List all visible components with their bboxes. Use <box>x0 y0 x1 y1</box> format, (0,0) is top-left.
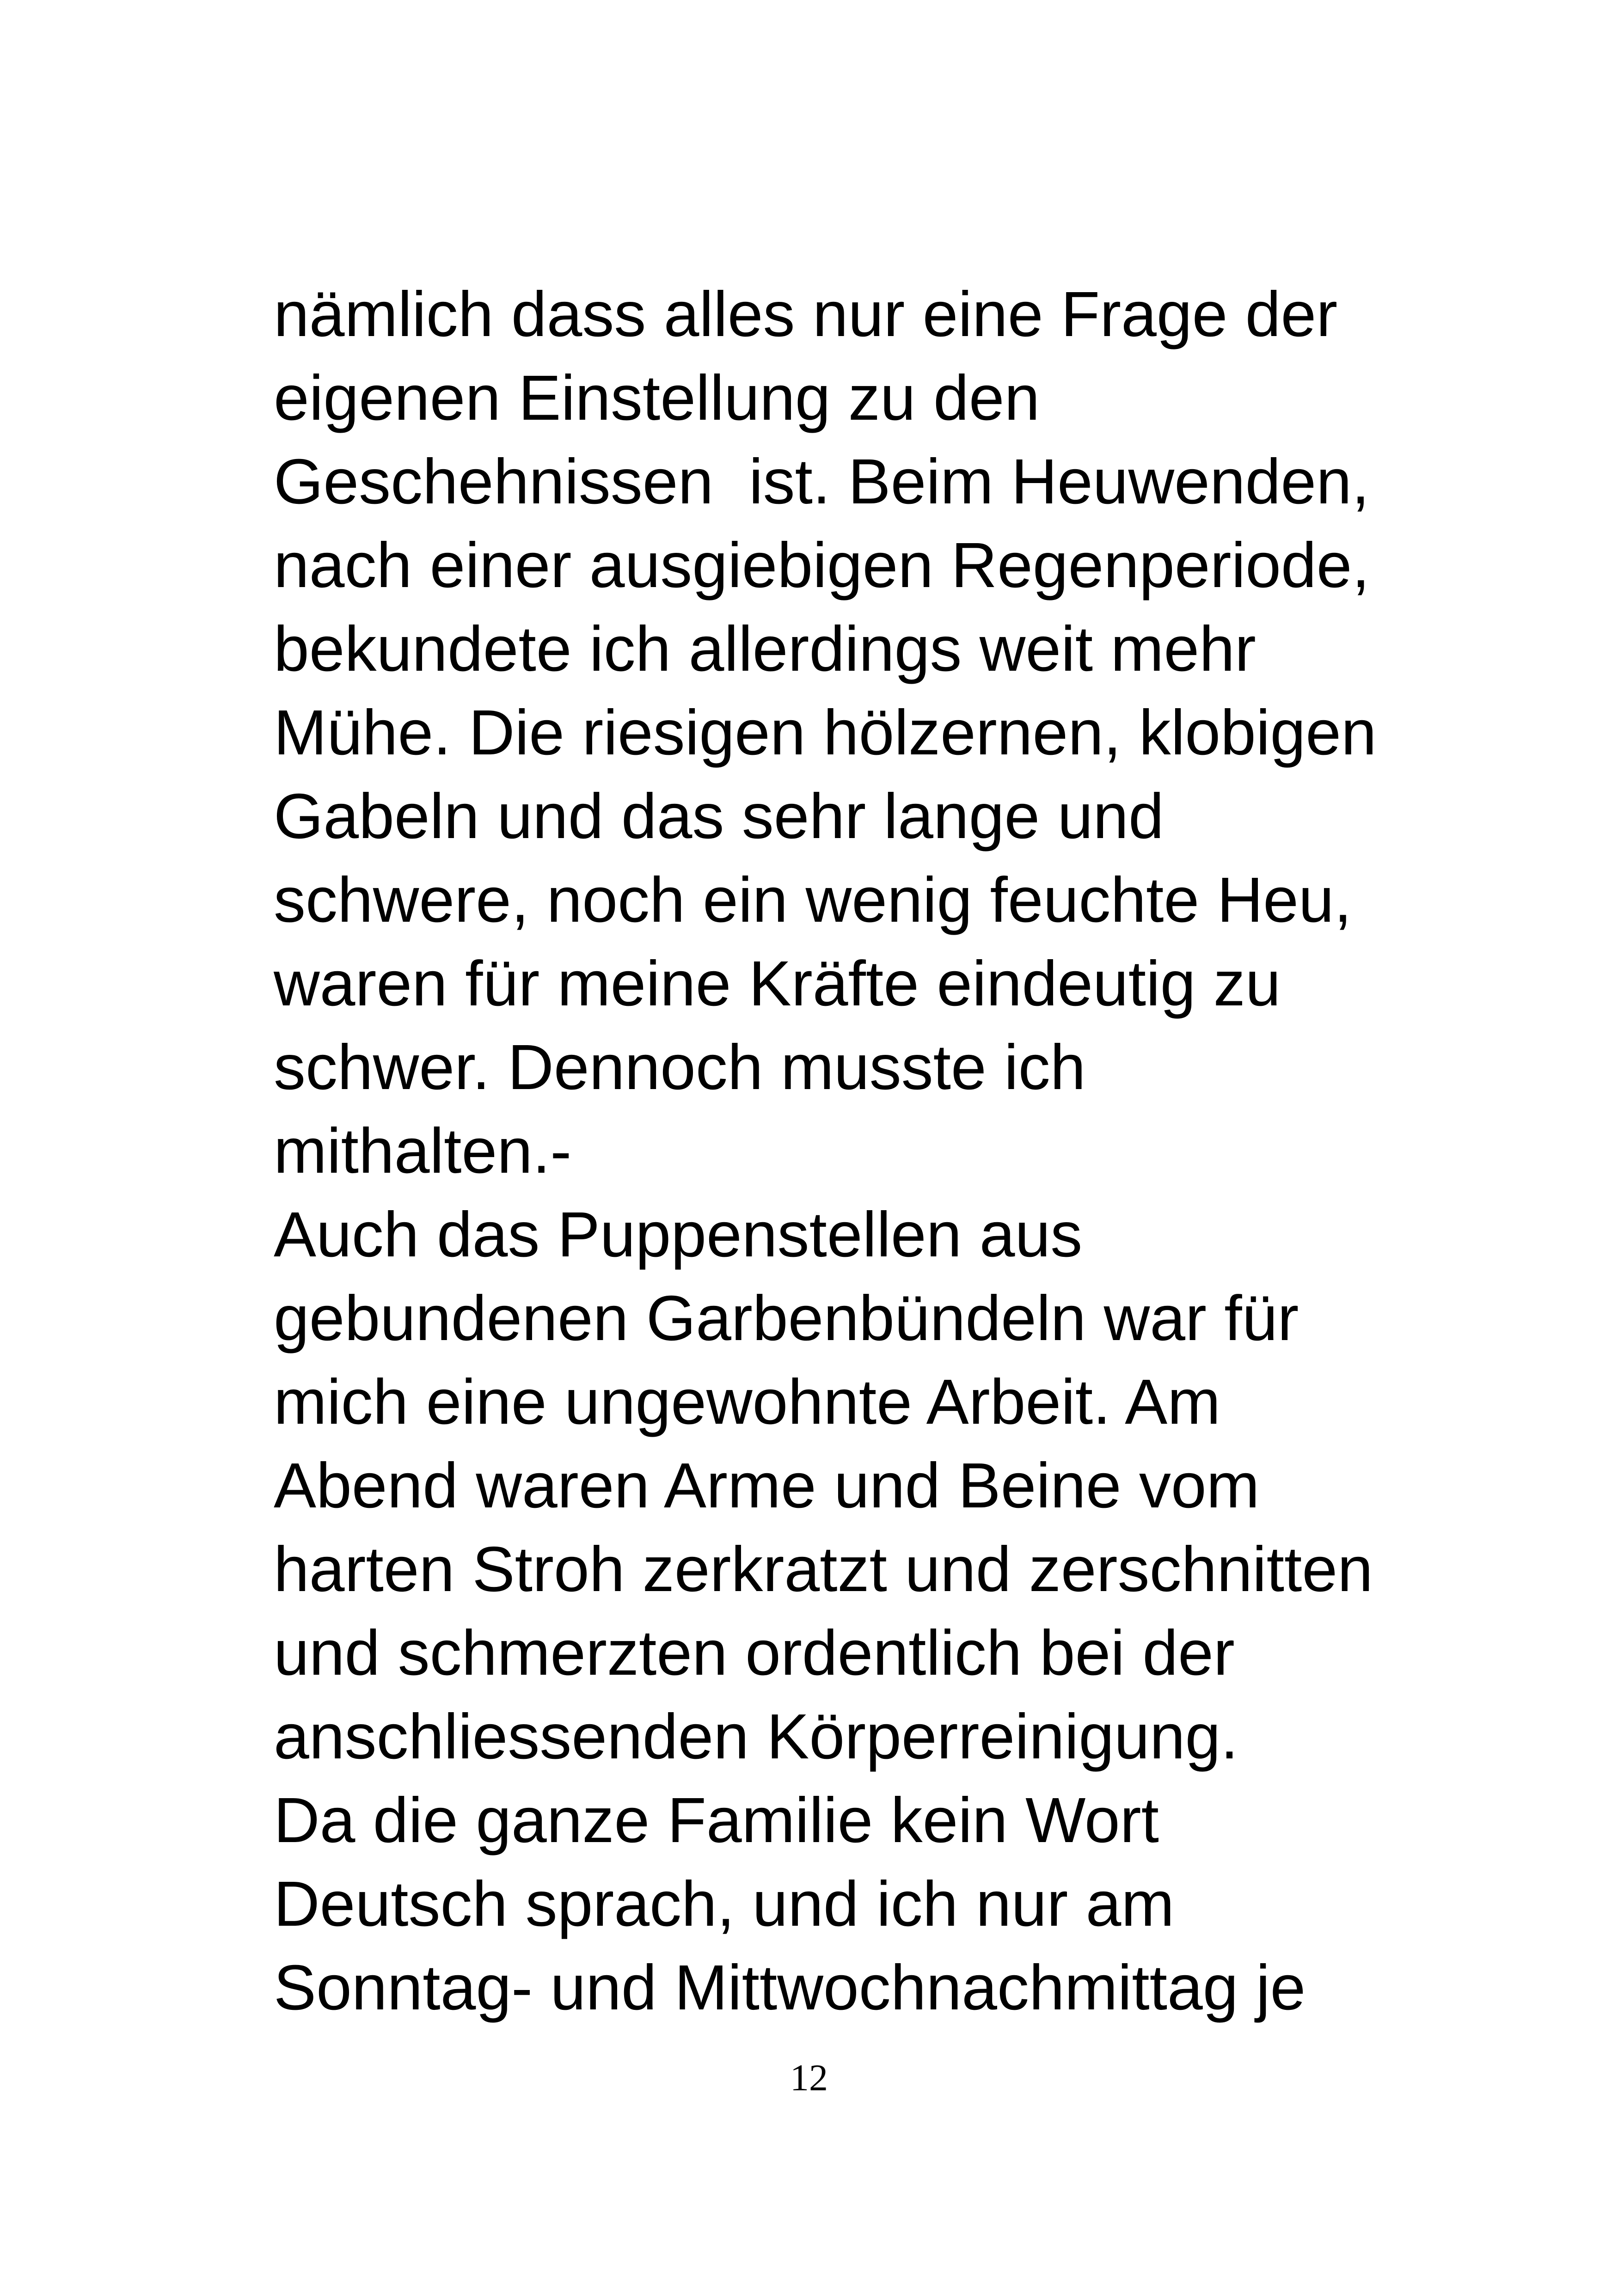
page-number: 12 <box>790 2057 828 2099</box>
text-line: harten Stroh zerkratzt und zerschnitten <box>274 1534 1373 1605</box>
body-text <box>274 273 1383 2030</box>
text-line: Abend waren Arme und Beine vom <box>274 1450 1260 1521</box>
text-line: mithalten.- <box>274 1115 572 1187</box>
text-line: Geschehnissen ist. Beim Heuwenden, <box>274 446 1370 517</box>
text-line: Deutsch sprach, und ich nur am <box>274 1868 1175 1940</box>
text-line: schwer. Dennoch musste ich <box>274 1032 1086 1103</box>
text-line: schwere, noch ein wenig feuchte Heu, <box>274 864 1352 936</box>
text-line: bekundete ich allerdings weit mehr <box>274 613 1256 685</box>
text-line: waren für meine Kräfte eindeutig zu <box>274 948 1281 1019</box>
text-line: Auch das Puppenstellen aus <box>274 1199 1083 1270</box>
text-line: mich eine ungewohnte Arbeit. Am <box>274 1366 1221 1438</box>
text-line: Mühe. Die riesigen hölzernen, klobigen <box>274 697 1377 768</box>
text-line: nämlich dass alles nur eine Frage der <box>274 279 1338 350</box>
text-line: nach einer ausgiebigen Regenperiode, <box>274 530 1370 601</box>
text-line: und schmerzten ordentlich bei der <box>274 1617 1235 1689</box>
text-line: Gabeln und das sehr lange und <box>274 781 1164 852</box>
text-line: eigenen Einstellung zu den <box>274 362 1040 434</box>
text-line: Sonntag- und Mittwochnachmittag je <box>274 1952 1306 2023</box>
text-line: anschliessenden Körperreinigung. <box>274 1701 1238 1772</box>
text-line: gebundenen Garbenbündeln war für <box>274 1283 1299 1354</box>
text-line: Da die ganze Familie kein Wort <box>274 1785 1159 1856</box>
